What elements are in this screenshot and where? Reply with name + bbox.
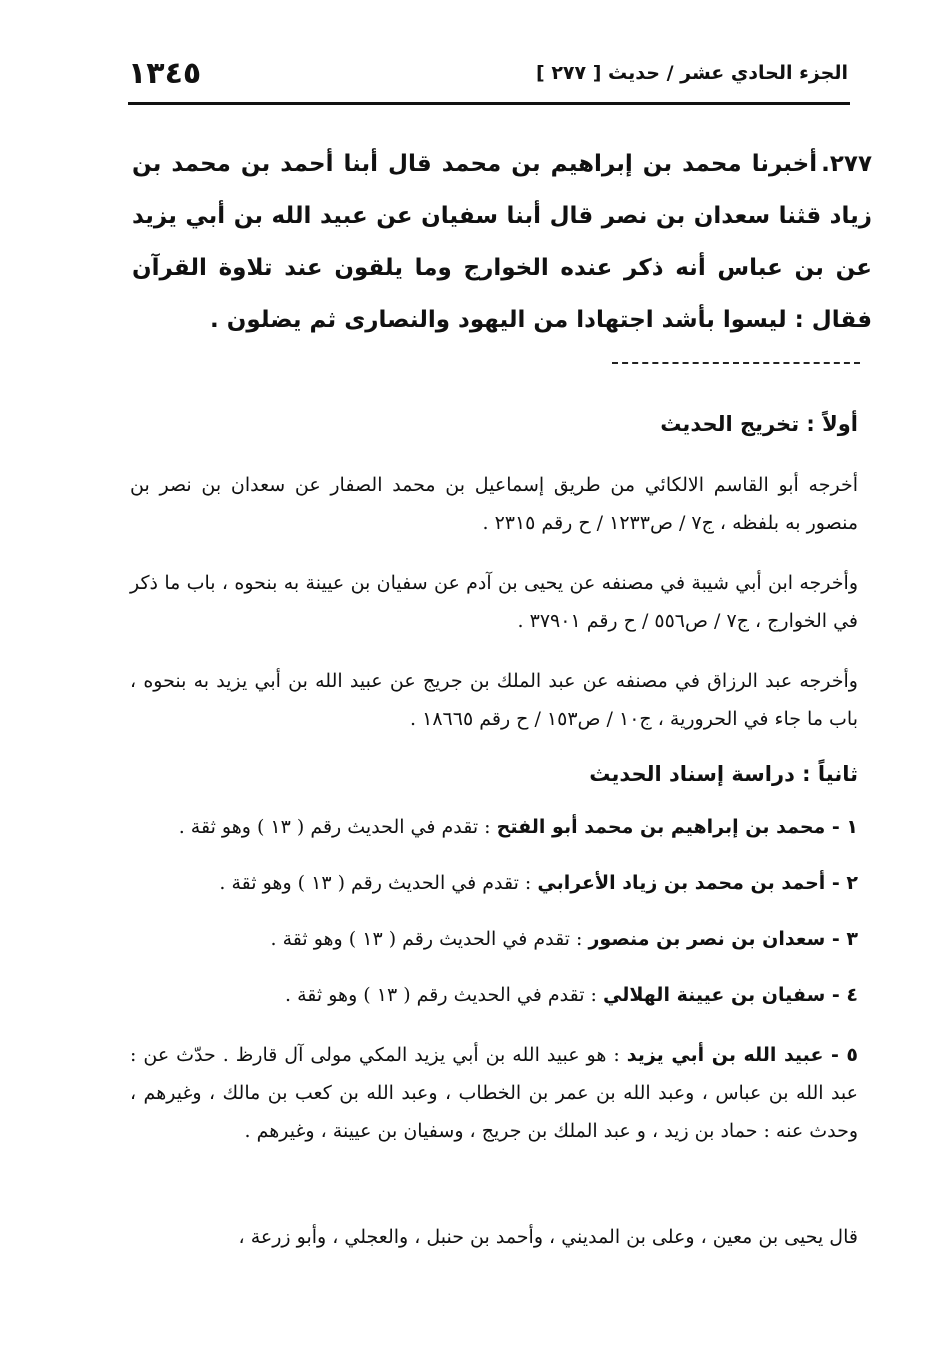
narrator-5-grading: قال يحيى بن معين ، وعلى بن المديني ، وأحمد بن حنبل ، والعجلي ، وأبو زرعة ، (238, 1226, 858, 1248)
narrator-2-note: : تقدم في الحديث رقم ( ١٣ ) وهو ثقة . (219, 872, 538, 894)
takhrij-paragraph-2: وأخرجه ابن أبي شيبة في مصنفه عن يحيى بن آدم عن سفيان بن عيينة به بنحوه ، باب ما ذكر في الخوارج ، ج٧ / ص٥٥٦ / ح رقم ٣٧٩٠١ . (130, 572, 858, 632)
narrator-1-name: ١ - محمد بن إبراهيم بن محمد أبو الفتح (496, 816, 858, 838)
narrator-4-name: ٤ - سفيان بن عيينة الهلالي (602, 984, 858, 1006)
takhrij-heading: أولاً : تخريج الحديث (660, 412, 858, 436)
takhrij-paragraph-1: أخرجه أبو القاسم الالكائي من طريق إسماعيل بن محمد الصفار عن سعدان بن نصر بن منصور به بلفظه ، ج٧ / ص١٢٣٣ / ح رقم ٢٣١٥ . (130, 474, 858, 534)
narrator-3-name: ٣ - سعدان بن نصر بن منصور (588, 928, 858, 950)
page-number: ١٣٤٥ (128, 56, 202, 91)
narrator-2 (219, 872, 858, 894)
hadith-text: أخبرنا محمد بن إبراهيم بن محمد قال أبنا أحمد بن محمد بن زياد قثنا سعدان بن نصر قال أبنا سفيان عن عبيد الله بن أبي يزيد عن بن عباس أنه ذكر عنده الخوارج وما يلقون عند تلاوة القرآن فقال : ليسوا بأشد اجتهادا من اليهود والنصارى ثم يضلون . (132, 151, 872, 333)
isnad-heading: ثانياً : دراسة إسناد الحديث (589, 762, 858, 786)
narrator-3-note: : تقدم في الحديث رقم ( ١٣ ) وهو ثقة . (270, 928, 589, 950)
narrator-2-name: ٢ - أحمد بن محمد بن زياد الأعرابي (537, 872, 858, 894)
page-header (128, 58, 848, 98)
narrator-1 (179, 816, 858, 838)
narrator-5 (130, 1036, 858, 1150)
narrator-1-note: : تقدم في الحديث رقم ( ١٣ ) وهو ثقة . (178, 816, 497, 838)
takhrij-paragraph-3: وأخرجه عبد الرزاق في مصنفه عن عبد الملك بن جريج عن عبيد الله بن أبي يزيد به بنحوه ، باب ما جاء في الحرورية ، ج١٠ / ص١٥٣ / ح رقم ١٨٦٦٥ . (130, 670, 858, 730)
narrator-4 (285, 984, 858, 1006)
narrator-5-note: : هو عبيد الله بن أبي يزيد المكي مولى آل قارظ . حدّث عن : عبد الله بن عباس ، وعبد الله بن عمر بن الخطاب ، وعبد الله بن كعب بن مالك ، وغيرهم ، وحدث عنه : حماد بن زيد ، و عبد الملك بن جريج ، وسفيان بن عيينة ، وغيرهم . (130, 1044, 858, 1142)
narrator-5-name: ٥ - عبيد الله بن أبي يزيد (626, 1044, 858, 1066)
footnote-divider (612, 362, 860, 364)
narrator-4-note: : تقدم في الحديث رقم ( ١٣ ) وهو ثقة . (285, 984, 603, 1006)
running-title: الجزء الحادي عشر / حديث [ ٢٧٧ ] (536, 62, 848, 84)
hadith-text-block (132, 138, 872, 346)
narrator-3 (271, 928, 858, 950)
hadith-number: ٢٧٧. (821, 151, 872, 177)
header-rule (128, 102, 850, 105)
